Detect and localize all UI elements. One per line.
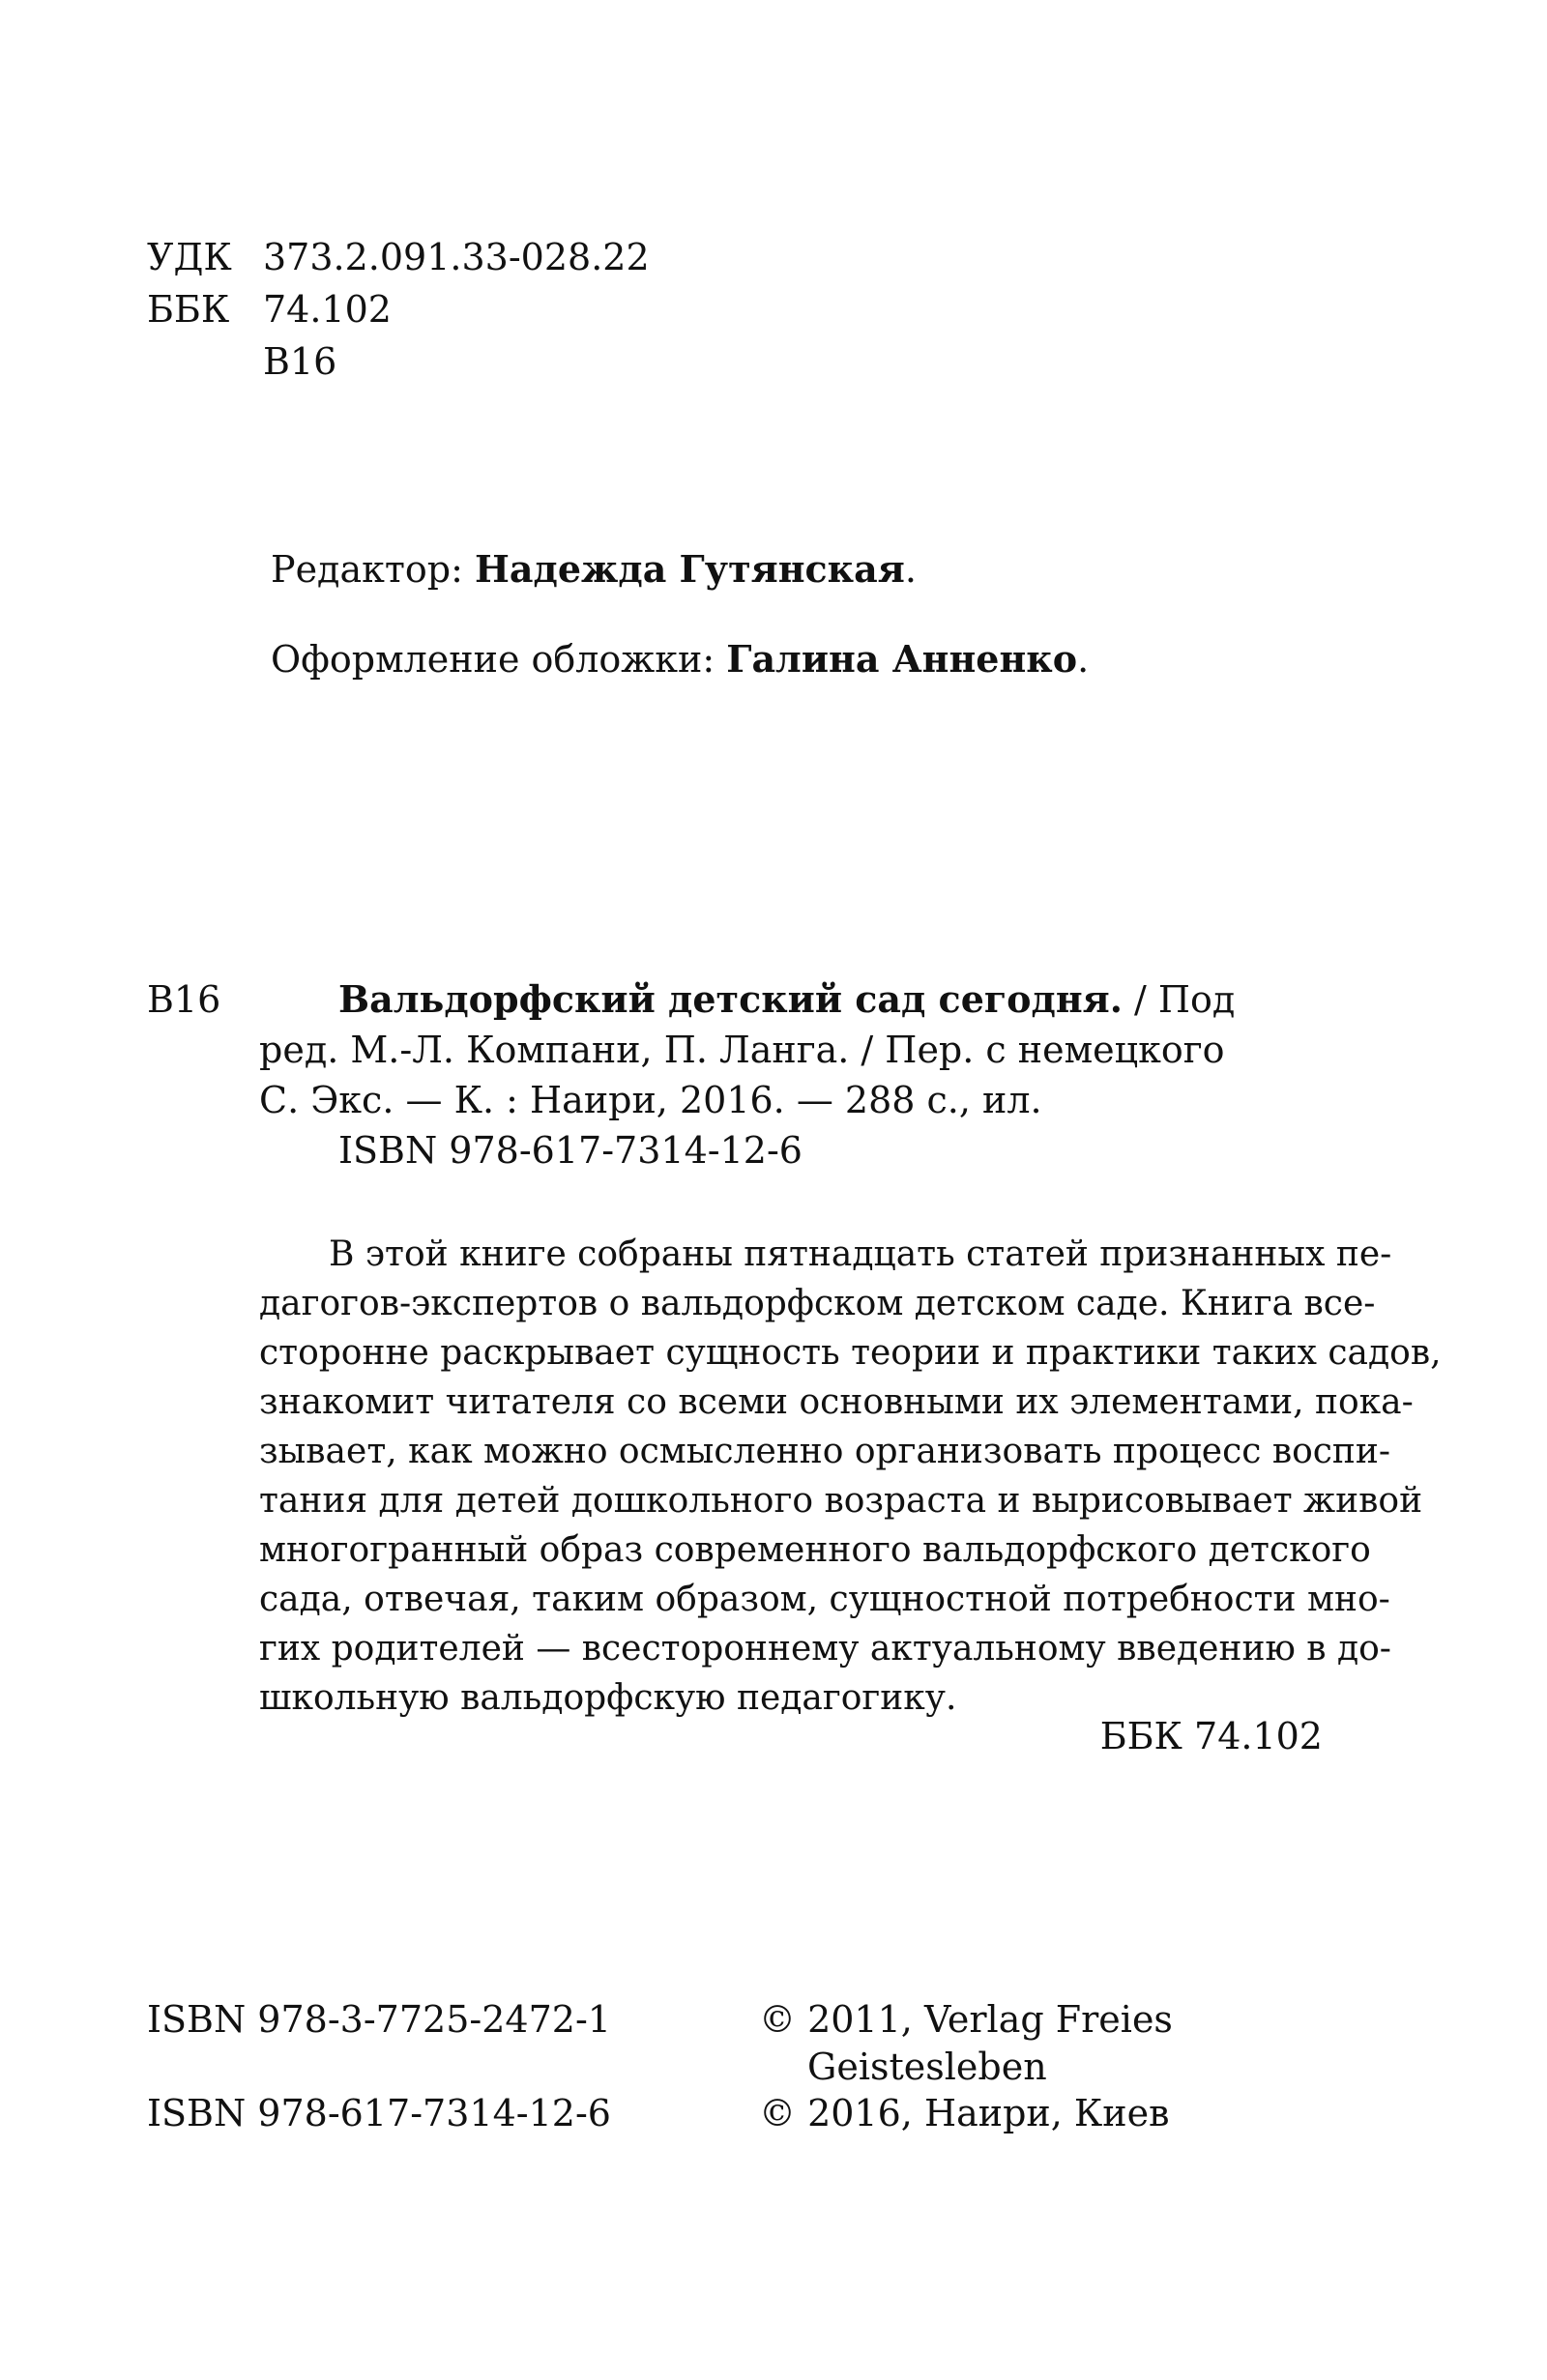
cover-name: Галина Анненко: [726, 637, 1078, 681]
annotation-line: знакомит читателя со всеми основными их элементами, пока-: [259, 1382, 1414, 1422]
editor-label: Редактор:: [271, 548, 475, 591]
isbn-original: ISBN 978-3-7725-2472-1: [147, 1998, 611, 2041]
copyright-translation: © 2016, Наири, Киев: [759, 2092, 1170, 2134]
editor-end: .: [904, 548, 917, 591]
bib-line-3: С. Экс. — К. : Наири, 2016. — 288 с., ил.: [259, 1079, 1042, 1121]
isbn-translation: ISBN 978-617-7314-12-6: [147, 2092, 611, 2134]
cover-credit: [271, 634, 1089, 684]
annotation-line: гих родителей — всестороннему актуальному введению в до-: [259, 1629, 1391, 1669]
bbk-value: 74.102: [263, 288, 392, 331]
udk-label: УДК: [147, 236, 232, 278]
annotation: [259, 1230, 1442, 1723]
cover-label: Оформление обложки:: [271, 638, 727, 681]
annotation-line: тания для детей дошкольного возраста и вырисовывает живой: [259, 1481, 1423, 1521]
annotation-line: сторонне раскрывает сущность теории и практики таких садов,: [259, 1333, 1442, 1373]
bib-isbn: ISBN 978-617-7314-12-6: [338, 1129, 803, 1172]
copyright-original-line-1: © 2011, Verlag Freies: [759, 1998, 1173, 2041]
copyright-original-line-2: Geistesleben: [807, 2046, 1047, 2088]
editor-name: Надежда Гутянская: [474, 547, 905, 591]
editor-credit: [271, 544, 917, 595]
annotation-line: школьную вальдорфскую педагогику.: [259, 1678, 957, 1718]
author-mark: В16: [263, 340, 337, 383]
annotation-line: зывает, как можно осмысленно организовать процесс воспи-: [259, 1432, 1391, 1471]
annotation-bbk: ББК 74.102: [1099, 1715, 1323, 1757]
udk-value: 373.2.091.33-028.22: [263, 236, 650, 278]
bib-line-2: ред. М.-Л. Компани, П. Ланга. / Пер. с немецкого: [259, 1029, 1225, 1071]
bib-line-1-rest: / Под: [1122, 978, 1236, 1021]
annotation-line: дагогов-экспертов о вальдорфском детском саде. Книга все-: [259, 1284, 1376, 1323]
annotation-line: многогранный образ современного вальдорфского детского: [259, 1530, 1371, 1570]
book-title: Вальдорфский детский сад сегодня.: [338, 977, 1123, 1021]
annotation-line: В этой книге собраны пятнадцать статей признанных пе-: [329, 1234, 1392, 1274]
bib-code: В16: [147, 978, 221, 1021]
cover-end: .: [1077, 638, 1090, 681]
bib-line-1: [338, 974, 1235, 1025]
annotation-line: сада, отвечая, таким образом, сущностной потребности мно-: [259, 1580, 1390, 1619]
bbk-label: ББК: [147, 288, 230, 331]
